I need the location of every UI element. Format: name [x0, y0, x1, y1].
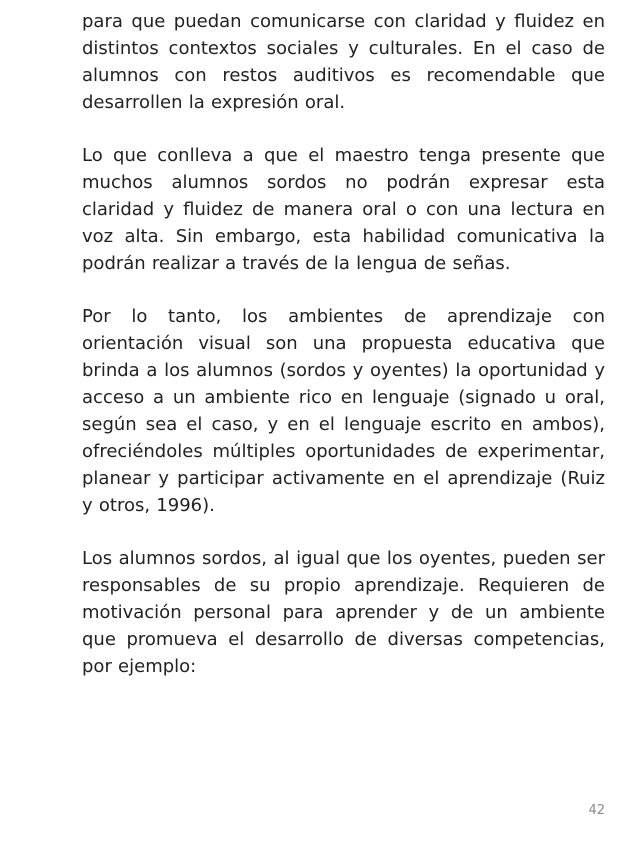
paragraph-4: Los alumnos sordos, al igual que los oyentes, pueden ser responsables de su propio aprendizaje. Requieren de motivación personal para aprender y de un ambiente que promueva el desarrollo de diversas competencias, por ejemplo: — [82, 548, 605, 677]
body-text — [82, 8, 605, 680]
paragraph-3: Por lo tanto, los ambientes de aprendizaje con orientación visual son una propuesta educativa que brinda a los alumnos (sordos y oyentes) la oportunidad y acceso a un ambiente rico en lenguaje (signado u oral, según sea el caso, y en el lenguaje escrito en ambos), ofreciéndoles múltiples oportunidades de experimentar, planear y participar activamente en el aprendizaje (Ruiz y otros, 1996). — [82, 306, 605, 516]
page-number: 42 — [588, 803, 605, 818]
paragraph-2: Lo que conlleva a que el maestro tenga presente que muchos alumnos sordos no podrán expresar esta claridad y fluidez de manera oral o con una lectura en voz alta. Sin embargo, esta habilidad comunicativa la podrán realizar a través de la lengua de señas. — [82, 145, 605, 274]
paragraph-1: para que puedan comunicarse con claridad y fluidez en distintos contextos sociales y culturales. En el caso de alumnos con restos auditivos es recomendable que desarrollen la expresión oral. — [82, 11, 605, 113]
